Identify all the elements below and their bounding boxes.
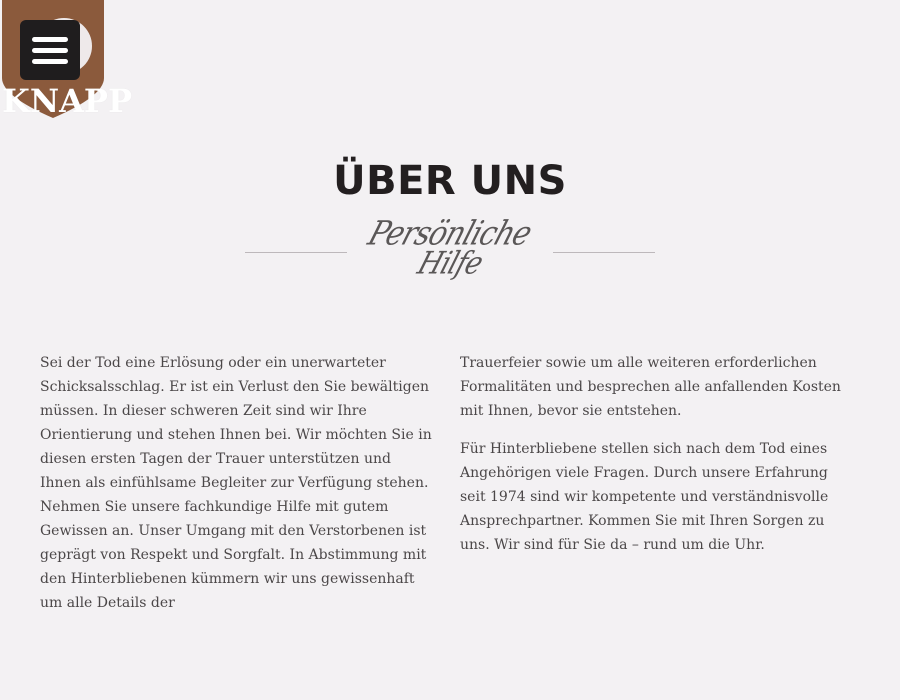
paragraph: Trauerfeier sowie um alle weiteren erforderlichen Formalitäten und besprechen alle anfallenden Kosten mit Ihnen, bevor sie entstehen.	[460, 355, 841, 419]
content-column-left	[40, 351, 432, 629]
section-title: ÜBER UNS	[333, 158, 567, 204]
menu-button[interactable]	[20, 20, 80, 80]
section-subtitle	[363, 206, 537, 296]
content-column-right	[460, 351, 852, 571]
divider-right	[553, 252, 655, 253]
paragraph: Für Hinterbliebene stellen sich nach dem Tod eines Angehörigen viele Fragen. Durch unsere Erfahrung seit 1974 sind wir kompetente und verständnisvolle Ansprechpartner. Kommen Sie mit Ihren Sorgen zu uns. Wir sind für Sie da – rund um die Uhr.	[460, 441, 829, 553]
divider-left	[245, 252, 347, 253]
hamburger-menu-icon-bar	[32, 59, 68, 64]
paragraph: Sei der Tod eine Erlösung oder ein unerwarteter Schicksalsschlag. Er ist ein Verlust den Sie bewältigen müssen. In dieser schweren Zeit sind wir Ihre Orientierung und stehen Ihnen bei. Wir möchten Sie in diesen ersten Tagen der Trauer unterstützen und Ihnen als einfühlsame Begleiter zur Verfügung stehen. Nehmen Sie unsere fachkundige Hilfe mit gutem Gewissen an. Unser Umgang mit den Verstorbenen ist geprägt von Respekt und Sorgfalt. In Abstimmung mit den Hinterbliebenen kümmern wir uns gewissenhaft um alle Details der	[40, 355, 432, 611]
subtitle-line-2: Hilfe	[413, 245, 487, 282]
logo-text: KNAPP	[2, 82, 133, 120]
subtitle-line-1: Persönliche	[363, 213, 537, 253]
hamburger-menu-icon-bar	[32, 48, 68, 53]
hamburger-menu-icon	[32, 37, 68, 42]
